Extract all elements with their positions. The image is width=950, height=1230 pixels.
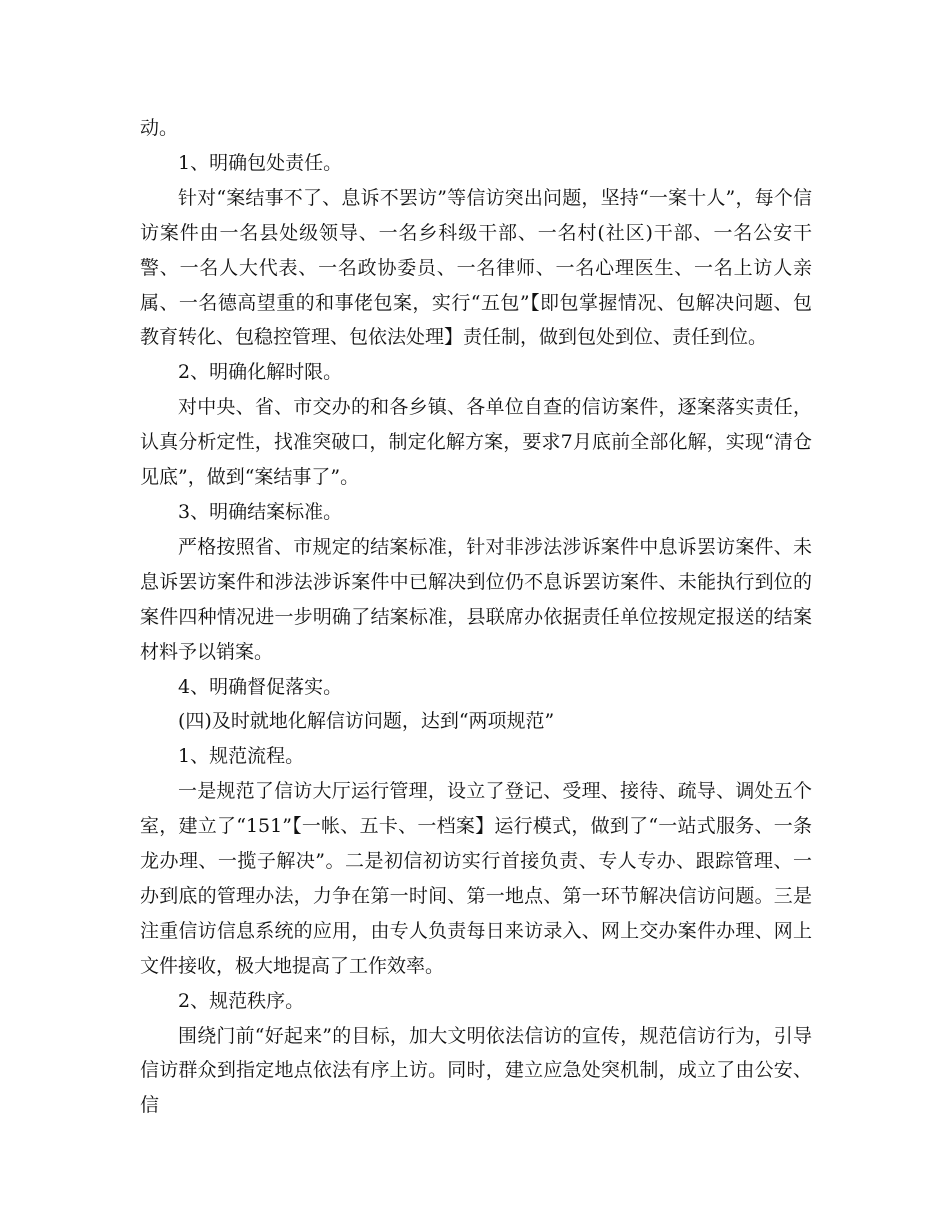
section-heading-closing-standard: 3、明确结案标准。 <box>178 500 343 523</box>
paragraph-responsibility: 针对“案结事不了、息诉不罢访”等信访突出问题，坚持“一案十人”，每个信访案件由一名县处级领导、一名乡科级干部、一名村(社区)干部、一名公安干警、一名人大代表、一名政协委员、一名律师、一名心理医生、一名上访人亲属、一名德高望重的和事佬包案，实行“五包”【即包掌握情况、包解决问题、包教育转化、包稳控管理、包依法处理】责任制，做到包处到位、责任到位。 <box>140 186 812 349</box>
document-body <box>140 111 812 1123</box>
section-heading-process: 1、规范流程。 <box>178 745 305 768</box>
paragraph-closing-standard: 严格按照省、市规定的结案标准，针对非涉法涉诉案件中息诉罢访案件、未息诉罢访案件和涉法涉诉案件中已解决到位仍不息诉罢访案件、未能执行到位的案件四种情况进一步明确了结案标准，县联席办依据责任单位按规定报送的结案材料予以销案。 <box>140 535 812 663</box>
section-heading-responsibility: 1、明确包处责任。 <box>178 151 343 174</box>
paragraph-process: 一是规范了信访大厅运行管理，设立了登记、受理、接待、疏导、调处五个室，建立了“151”【一帐、五卡、一档案】运行模式，做到了“一站式服务、一条龙办理、一揽子解决”。二是初信初访实行首接负责、专人专办、跟踪管理、一办到底的管理办法，力争在第一时间、第一地点、第一环节解决信访问题。三是注重信访信息系统的应用，由专人负责每日来访录入、网上交办案件办理、网上文件接收，极大地提高了工作效率。 <box>140 780 812 977</box>
paragraph-order: 围绕门前“好起来”的目标，加大文明依法信访的宣传，规范信访行为，引导信访群众到指定地点依法有序上访。同时，建立应急处突机制，成立了由公安、信 <box>140 1024 812 1117</box>
paragraph-continuation: 动。 <box>140 117 179 139</box>
paragraph-time-limit: 对中央、省、市交办的和各乡镇、各单位自查的信访案件，逐案落实责任，认真分析定性，找准突破口，制定化解方案，要求7月底前全部化解，实现“清仓见底”，做到“案结事了”。 <box>140 396 812 489</box>
section-heading-two-standards: (四)及时就地化解信访问题，达到“两项规范” <box>178 710 555 733</box>
section-heading-supervision: 4、明确督促落实。 <box>178 675 343 698</box>
section-heading-order: 2、规范秩序。 <box>178 989 305 1012</box>
section-heading-time-limit: 2、明确化解时限。 <box>178 361 343 384</box>
